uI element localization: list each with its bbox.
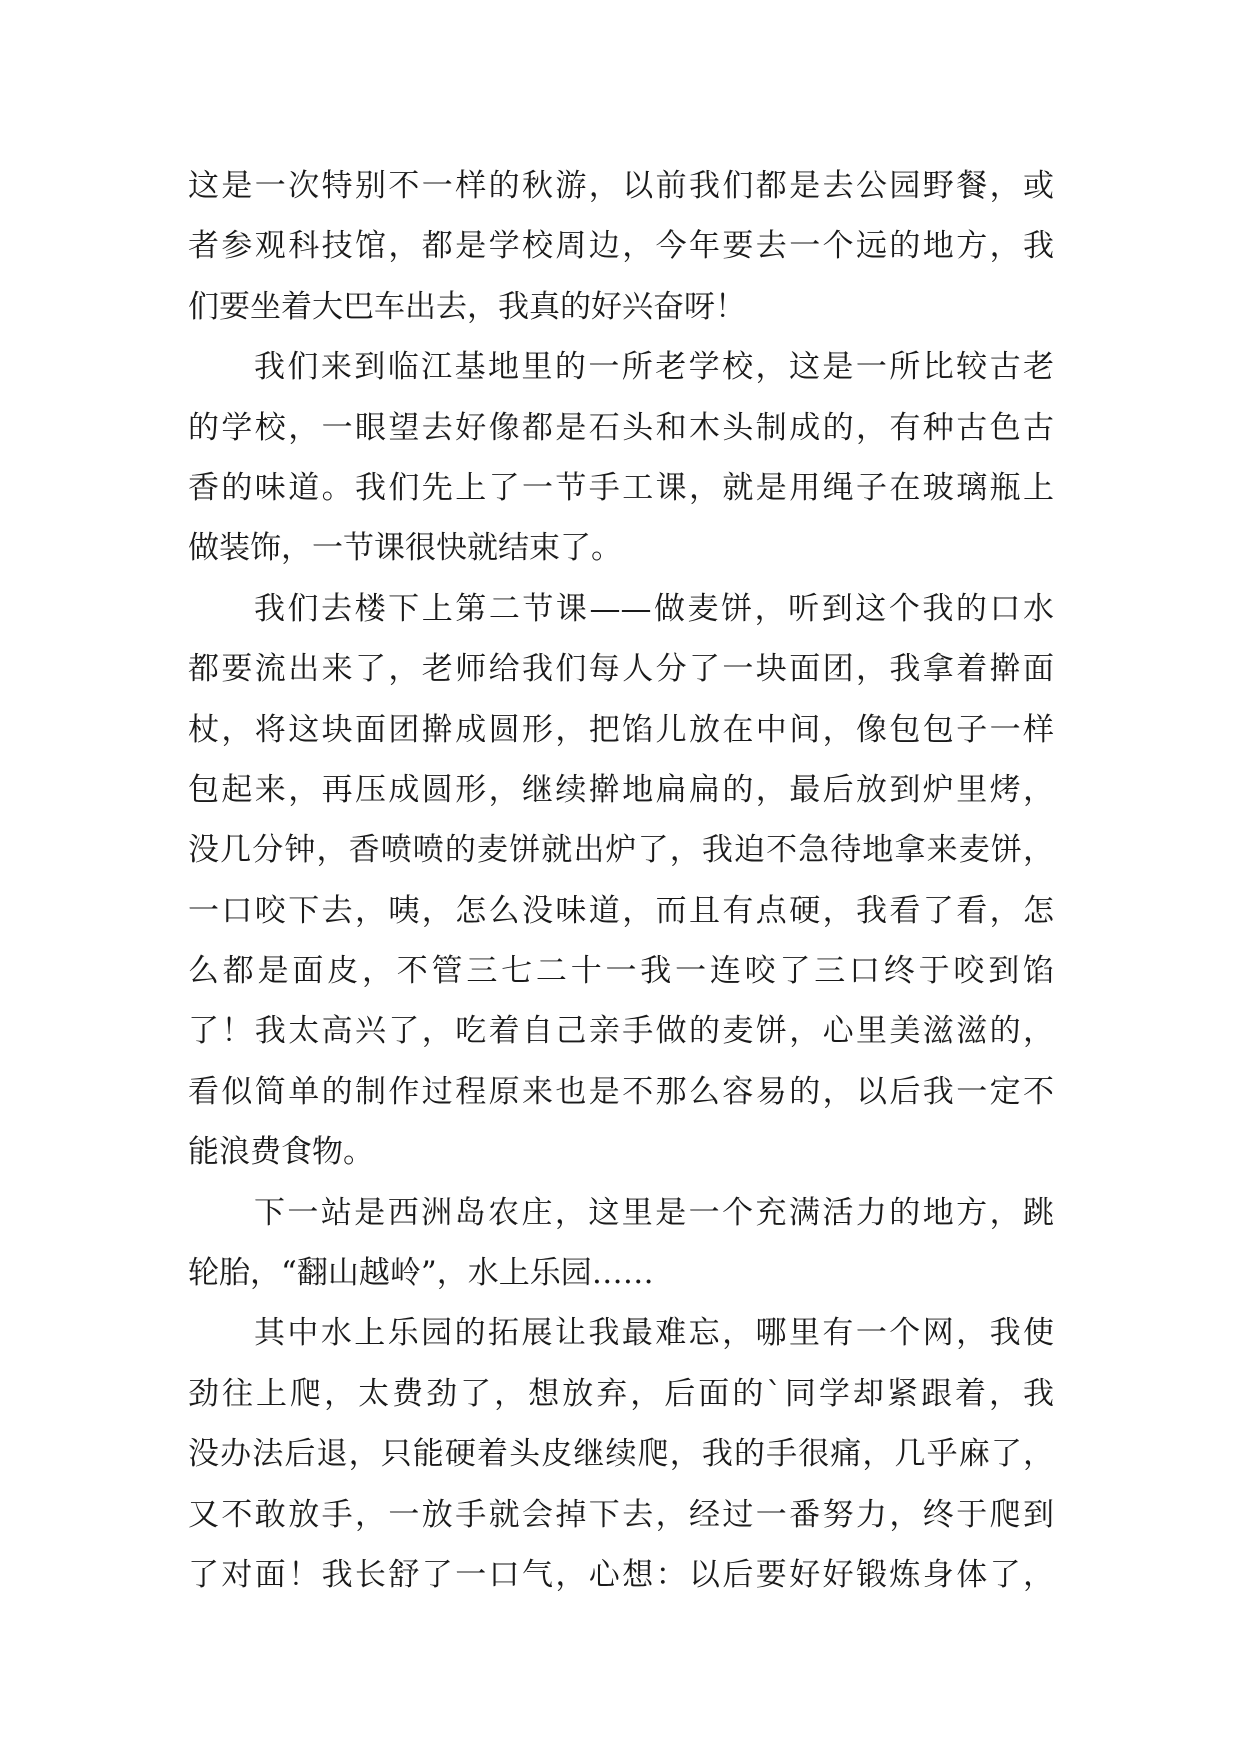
text-line: 做装饰，一节课很快就结束了。 xyxy=(188,530,622,567)
text-line: 下一站是西洲岛农庄，这里是一个充满活力的地方，跳 xyxy=(254,1194,1054,1231)
text-line: 了对面！我长舒了一口气，心想：以后要好好锻炼身体了， xyxy=(188,1556,1054,1593)
text-line: 没几分钟，香喷喷的麦饼就出炉了，我迫不急待地拿来麦饼， xyxy=(188,832,1054,869)
essay-body xyxy=(188,156,1054,1605)
text-line: 这是一次特别不一样的秋游，以前我们都是去公园野餐，或 xyxy=(188,168,1054,204)
text-line: 轮胎，“翻山越岭”，水上乐园…… xyxy=(188,1255,654,1292)
text-line: 看似简单的制作过程原来也是不那么容易的，以后我一定不 xyxy=(188,1073,1054,1110)
text-line: 者参观科技馆，都是学校周边，今年要去一个远的地方，我 xyxy=(188,228,1054,265)
text-line: 劲往上爬，太费劲了，想放弃，后面的`同学却紧跟着，我 xyxy=(188,1375,1054,1412)
text-line: 一口咬下去，咦，怎么没味道，而且有点硬，我看了看，怎 xyxy=(188,892,1054,929)
text-line: 们要坐着大巴车出去，我真的好兴奋呀！ xyxy=(188,288,746,325)
text-line: 杖，将这块面团擀成圆形，把馅儿放在中间，像包包子一样 xyxy=(188,711,1054,748)
text-line: 了！我太高兴了，吃着自己亲手做的麦饼，心里美滋滋的， xyxy=(188,1013,1054,1050)
text-line: 香的味道。我们先上了一节手工课，就是用绳子在玻璃瓶上 xyxy=(188,469,1054,506)
text-line: 能浪费食物。 xyxy=(188,1134,374,1171)
text-line: 都要流出来了，老师给我们每人分了一块面团，我拿着擀面 xyxy=(188,651,1054,688)
text-line: 包起来，再压成圆形，继续擀地扁扁的，最后放到炉里烤， xyxy=(188,771,1054,808)
text-line: 我们去楼下上第二节课——做麦饼，听到这个我的口水 xyxy=(254,590,1054,627)
text-line: 又不敢放手，一放手就会掉下去，经过一番努力，终于爬到 xyxy=(188,1496,1054,1533)
text-line: 的学校，一眼望去好像都是石头和木头制成的，有种古色古 xyxy=(188,409,1054,446)
text-line: 我们来到临江基地里的一所老学校，这是一所比较古老 xyxy=(254,349,1054,386)
text-line: 其中水上乐园的拓展让我最难忘，哪里有一个网，我使 xyxy=(254,1315,1054,1352)
text-line: 么都是面皮，不管三七二十一我一连咬了三口终于咬到馅 xyxy=(188,953,1054,990)
text-line: 没办法后退，只能硬着头皮继续爬，我的手很痛，几乎麻了， xyxy=(188,1436,1054,1473)
